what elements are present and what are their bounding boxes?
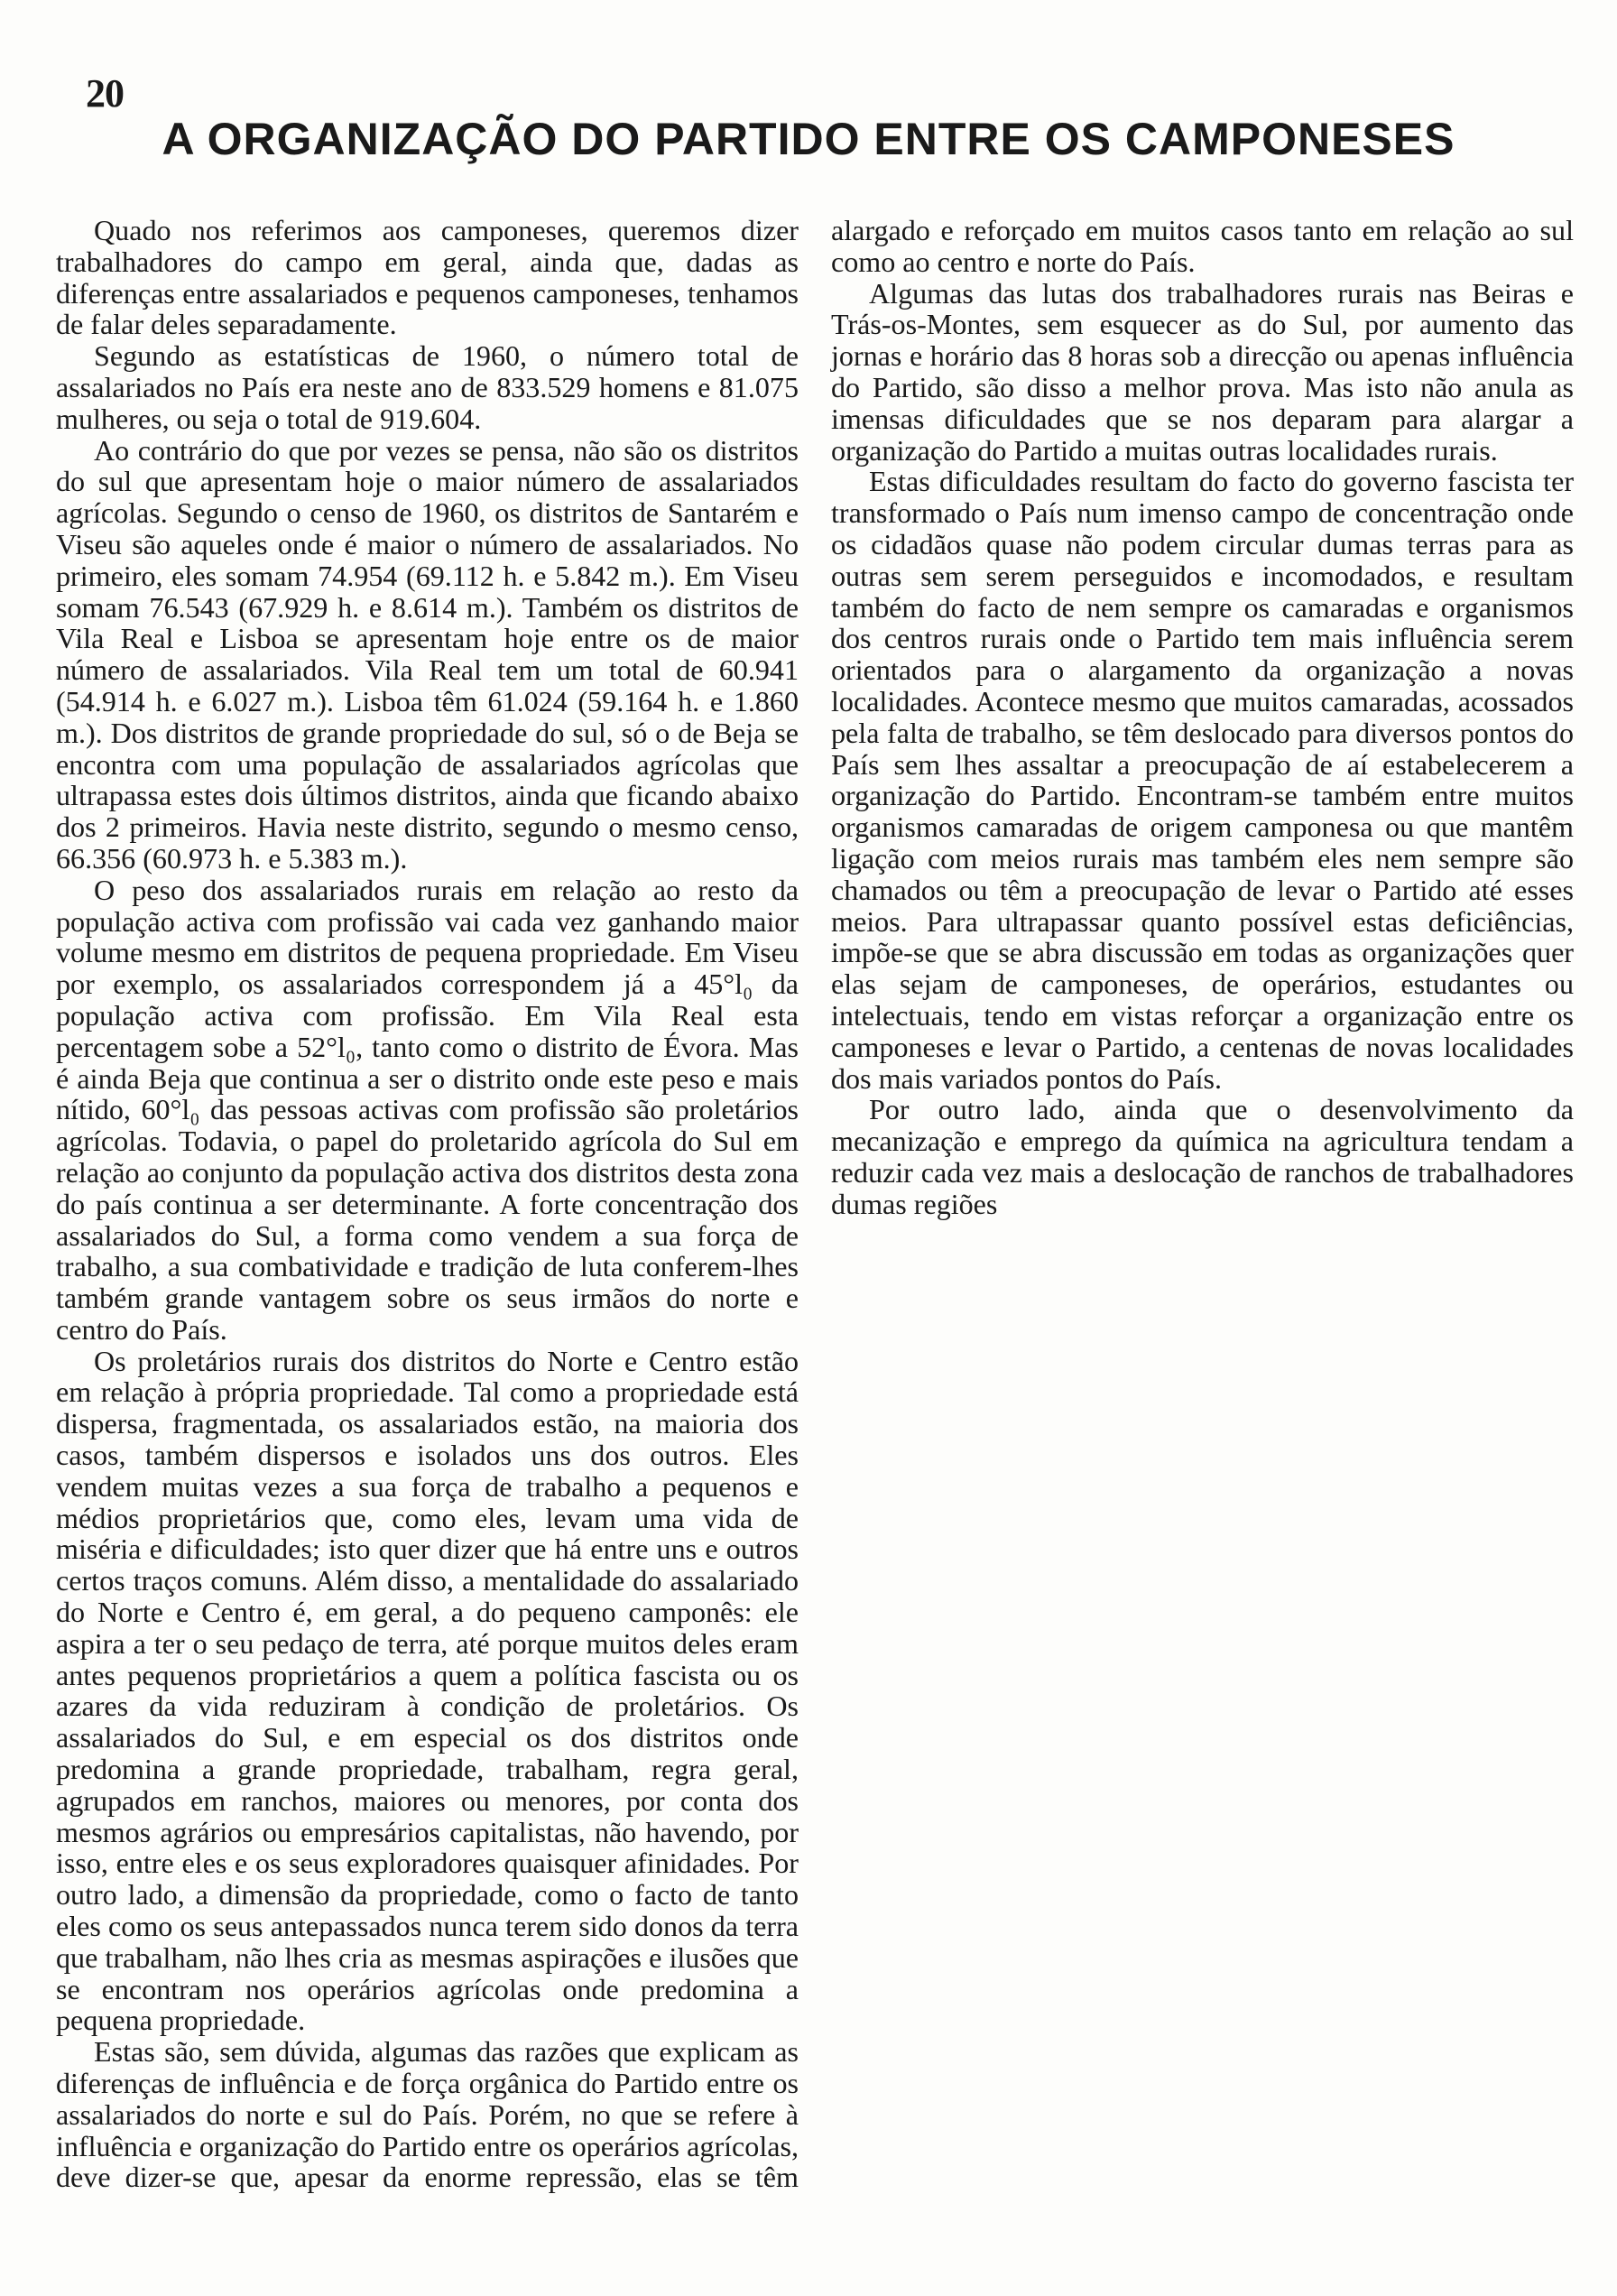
- page-title: A ORGANIZAÇÃO DO PARTIDO ENTRE OS CAMPONESES: [162, 114, 1455, 164]
- paragraph: Ao contrário do que por vezes se pensa, não são os distritos do sul que apresentam hoje o maior número de assalariados agrícolas. Segundo o censo de 1960, os distritos de Santarém e Viseu são aqueles onde é maior o número de assalariados. No primeiro, eles somam 74.954 (69.112 h. e 5.842 m.). Em Viseu somam 76.543 (67.929 h. e 8.614 m.). Também os distritos de Vila Real e Lisboa se apresentam hoje entre os de maior número de assalariados. Vila Real tem um total de 60.941 (54.914 h. e 6.027 m.). Lisboa têm 61.024 (59.164 h. e 1.860 m.). Dos distritos de grande propriedade do sul, só o de Beja se encontra com uma população de assalariados agrícolas que ultrapassa estes dois últimos distritos, ainda que ficando abaixo dos 2 primeiros. Havia neste distrito, segundo o mesmo censo, 66.356 (60.973 h. e 5.383 m.).: [56, 433, 799, 875]
- paragraph: Estas são, sem dúvida, algumas das razões que explicam as diferenças de influência e de força orgânica do Partido entre os assalariados do norte e sul do País. Porém, no que se refere à influência e organização do Partido entre os operários agrícolas, deve dizer-se que, apesar da enorme repressão, elas se têm alargado e reforçado em muitos casos tanto em relação ao sul como ao centro e norte do País.: [56, 214, 1574, 2194]
- page-number: 20: [86, 71, 124, 116]
- paragraph: Por outro lado, ainda que o desenvolvimento da mecanização e emprego da química na agricultura tendam a reduzir cada vez mais a deslocação de ranchos de trabalhadores dumas regiões: [831, 1093, 1574, 1220]
- paragraph: Algumas das lutas dos trabalhadores rurais nas Beiras e Trás-os-Montes, sem esquecer as do Sul, por aumento das jornas e horário das 8 horas sob a direcção ou apenas influência do Partido, são disso a melhor prova. Mas isto não anula as imensas dificuldades que se nos deparam para alargar a organização do Partido a muitas outras localidades rurais.: [831, 276, 1574, 467]
- article-body: [56, 215, 1574, 2254]
- paragraph: O peso dos assalariados rurais em relação ao resto da população activa com profissão vai cada vez ganhando maior volume mesmo em distritos de pequena propriedade. Em Viseu por exemplo, os assalariados correspondem já a 45°l₀ da população activa com profissão. Em Vila Real esta percentagem sobe a 52°l₀, tanto como o distrito de Évora. Mas é ainda Beja que continua a ser o distrito onde este peso e mais nítido, 60°l₀ das pessoas activas com profissão são proletários agrícolas. Todavia, o papel do proletarido agrícola do Sul em relação ao conjunto da população activa dos distritos desta zona do país continua a ser determinante. A forte concentração dos assalariados do Sul, a forma como vendem a sua força de trabalho, a sua combatividade e tradição de luta conferem-lhes também grande vantagem sobre os seus irmãos do norte e centro do País.: [56, 873, 799, 1346]
- paragraph: Quado nos referimos aos camponeses, queremos dizer trabalhadores do campo em geral, ainda que, dadas as diferenças entre assalariados e pequenos camponeses, tenhamos de falar deles separadamente.: [56, 214, 799, 341]
- paragraph: Segundo as estatísticas de 1960, o número total de assalariados no País era neste ano de 833.529 homens e 81.075 mulheres, ou seja o total de 919.604.: [56, 339, 799, 435]
- paragraph: Estas dificuldades resultam do facto do governo fascista ter transformado o País num imenso campo de concentração onde os cidadãos quase não podem circular dumas terras para as outras sem serem perseguidos e incomodados, e resultam também do facto de nem sempre os camaradas e organismos dos centros rurais onde o Partido tem mais influência serem orientados para o alargamento da organização a novas localidades. Acontece mesmo que muitos camaradas, acossados pela falta de trabalho, se têm deslocado para diversos pontos do País sem lhes assaltar a preocupação de aí estabelecerem a organização do Partido. Encontram-se também entre muitos organismos camaradas de origem camponesa ou que mantêm ligação com meios rurais mas também eles nem sempre são chamados ou têm a preocupação de levar o Partido até esses meios. Para ultrapassar quanto possível estas deficiências, impõe-se que se abra discussão em todas as organizações quer elas sejam de camponeses, de operários, estudantes ou intelectuais, tendo em vistas reforçar a organização entre os camponeses e levar o Partido, a centenas de novas localidades dos mais variados pontos do País.: [831, 465, 1574, 1095]
- paragraph: Os proletários rurais dos distritos do Norte e Centro estão em relação à própria propriedade. Tal como a propriedade está dispersa, fragmentada, os assalariados estão, na maioria dos casos, também dispersos e isolados uns dos outros. Eles vendem muitas vezes a sua força de trabalho a pequenos e médios proprietários que, como eles, levam uma vida de miséria e dificuldades; isto quer dizer que há entre uns e outros certos traços comuns. Além disso, a mentalidade do assalariado do Norte e Centro é, em geral, a do pequeno camponês: ele aspira a ter o seu pedaço de terra, até porque muitos deles eram antes pequenos proprietários a quem a política fascista ou os azares da vida reduziram à condição de proletários. Os assalariados do Sul, e em especial os dos distritos onde predomina a grande propriedade, trabalham, regra geral, agrupados em ranchos, maiores ou menores, por conta dos mesmos agrários ou empresários capitalistas, não havendo, por isso, entre eles e os seus exploradores quaisquer afinidades. Por outro lado, a dimensão da propriedade, como o facto de tanto eles como os seus antepassados nunca terem sido donos da terra que trabalham, não lhes cria as mesmas aspirações e ilusões que se encontram nos operários agrícolas onde predomina a pequena propriedade.: [56, 1344, 799, 2037]
